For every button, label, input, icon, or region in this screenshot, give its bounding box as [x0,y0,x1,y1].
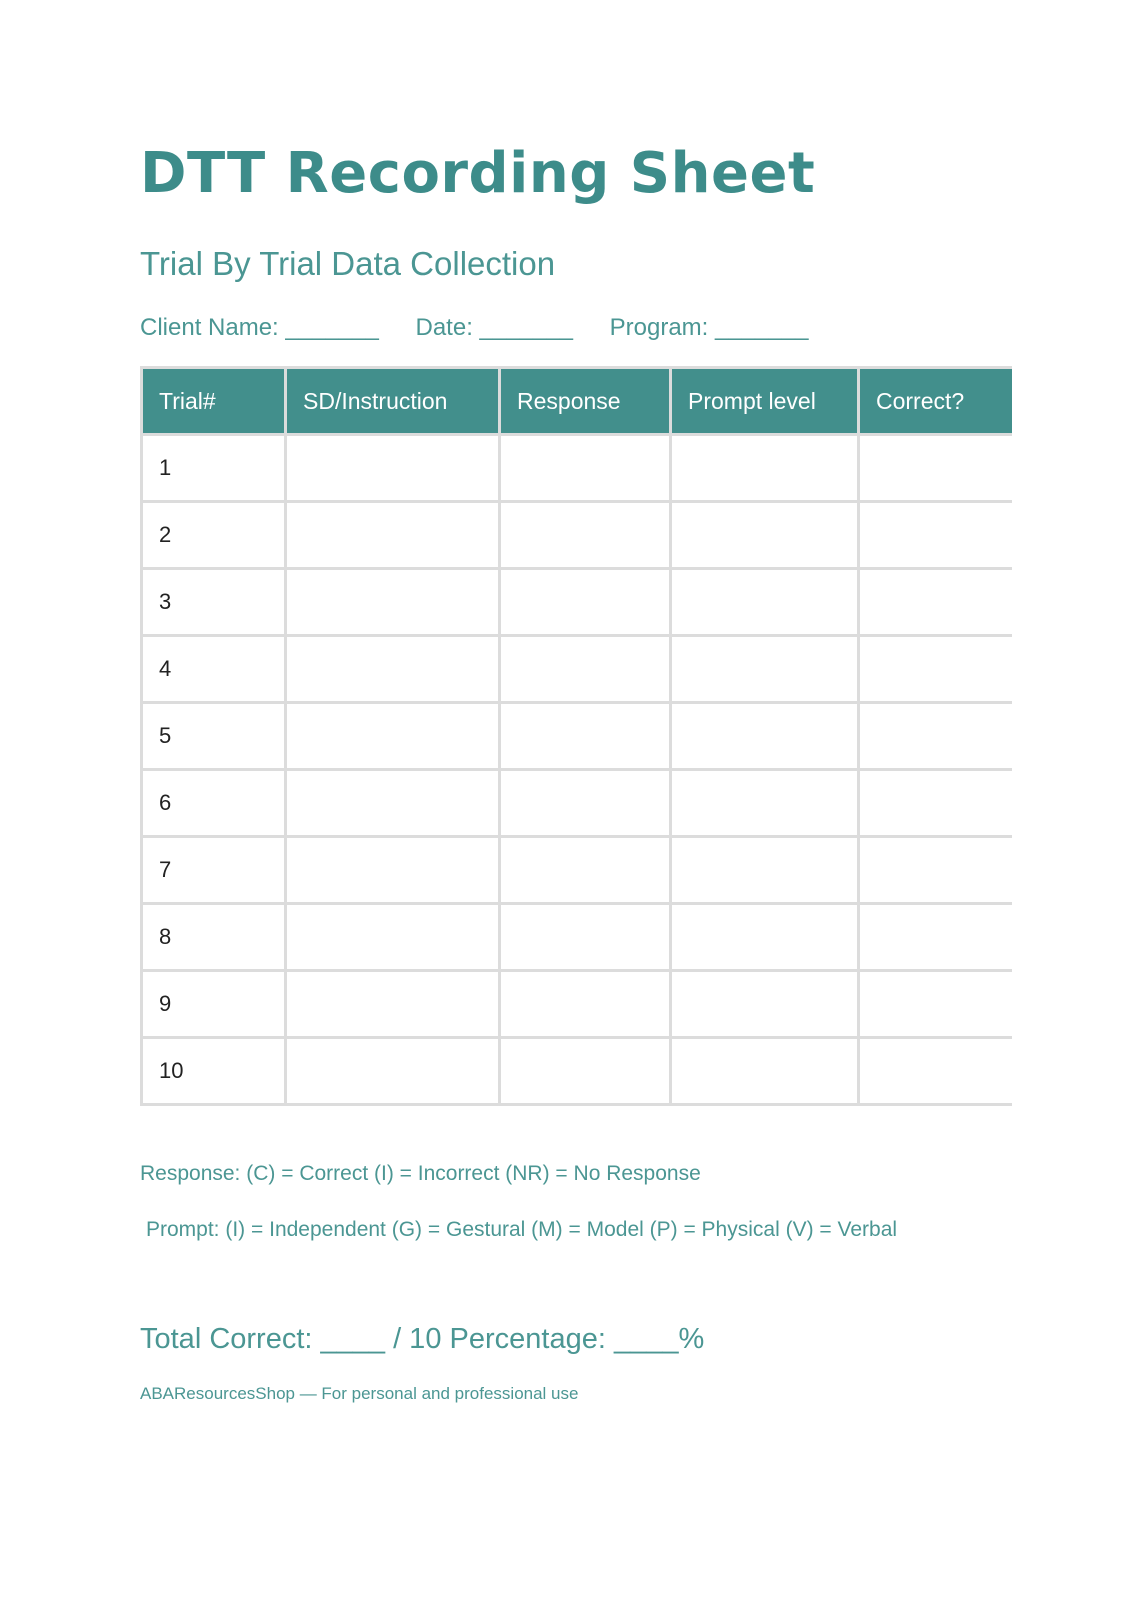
column-header-response: Response [500,368,671,435]
table-row [142,435,1012,502]
correct-cell[interactable] [859,703,1012,770]
sd-instruction-cell[interactable] [286,636,500,703]
prompt-level-cell[interactable] [671,502,859,569]
sd-instruction-cell[interactable] [286,904,500,971]
correct-cell[interactable] [859,636,1012,703]
table-header-row [142,368,1012,435]
sd-instruction-cell[interactable] [286,837,500,904]
date-field[interactable]: Date: _______ [415,314,573,341]
trial-number-cell: 6 [142,770,286,837]
prompt-level-cell[interactable] [671,1038,859,1105]
correct-cell[interactable] [859,1038,1012,1105]
correct-cell[interactable] [859,435,1012,502]
response-legend: Response: (C) = Correct (I) = Incorrect (NR) = No Response [140,1162,701,1185]
trial-number-cell: 2 [142,502,286,569]
prompt-level-cell[interactable] [671,837,859,904]
prompt-level-cell[interactable] [671,971,859,1038]
column-header-prompt-level: Prompt level [671,368,859,435]
program-field[interactable]: Program: _______ [609,314,809,341]
sd-instruction-cell[interactable] [286,703,500,770]
response-cell[interactable] [500,971,671,1038]
table-row [142,703,1012,770]
correct-cell[interactable] [859,904,1012,971]
page-subtitle: Trial By Trial Data Collection [140,245,556,282]
table-row [142,636,1012,703]
correct-cell[interactable] [859,770,1012,837]
trial-number-cell: 5 [142,703,286,770]
trial-number-cell: 8 [142,904,286,971]
correct-cell[interactable] [859,569,1012,636]
response-cell[interactable] [500,636,671,703]
sd-instruction-cell[interactable] [286,770,500,837]
prompt-legend: Prompt: (I) = Independent (G) = Gestural (M) = Model (P) = Physical (V) = Verbal [146,1218,898,1241]
trial-number-cell: 3 [142,569,286,636]
page-title: DTT Recording Sheet [140,141,816,206]
trial-number-cell: 7 [142,837,286,904]
table-row [142,1038,1012,1105]
correct-cell[interactable] [859,837,1012,904]
client-name-field[interactable]: Client Name: _______ [140,314,379,341]
response-cell[interactable] [500,703,671,770]
trial-number-cell: 9 [142,971,286,1038]
trial-table [140,366,1012,1106]
header-fields [140,314,838,343]
trial-number-cell: 4 [142,636,286,703]
response-cell[interactable] [500,502,671,569]
column-header-trial: Trial# [142,368,286,435]
sd-instruction-cell[interactable] [286,502,500,569]
column-header-sd-instruction: SD/Instruction [286,368,500,435]
sd-instruction-cell[interactable] [286,569,500,636]
total-correct-line[interactable]: Total Correct: ____ / 10 Percentage: ____% [140,1323,705,1355]
response-cell[interactable] [500,1038,671,1105]
prompt-level-cell[interactable] [671,435,859,502]
table-row [142,770,1012,837]
trial-table-container [140,366,1010,1106]
table-row [142,502,1012,569]
prompt-level-cell[interactable] [671,636,859,703]
prompt-level-cell[interactable] [671,569,859,636]
correct-cell[interactable] [859,971,1012,1038]
trial-number-cell: 10 [142,1038,286,1105]
footer-credit: ABAResourcesShop — For personal and professional use [140,1384,579,1403]
sd-instruction-cell[interactable] [286,971,500,1038]
response-cell[interactable] [500,770,671,837]
response-cell[interactable] [500,569,671,636]
sd-instruction-cell[interactable] [286,435,500,502]
column-header-correct: Correct? [859,368,1012,435]
prompt-level-cell[interactable] [671,703,859,770]
table-row [142,904,1012,971]
response-cell[interactable] [500,435,671,502]
table-row [142,837,1012,904]
response-cell[interactable] [500,904,671,971]
prompt-level-cell[interactable] [671,904,859,971]
sd-instruction-cell[interactable] [286,1038,500,1105]
trial-number-cell: 1 [142,435,286,502]
table-row [142,971,1012,1038]
response-cell[interactable] [500,837,671,904]
correct-cell[interactable] [859,502,1012,569]
table-row [142,569,1012,636]
prompt-level-cell[interactable] [671,770,859,837]
